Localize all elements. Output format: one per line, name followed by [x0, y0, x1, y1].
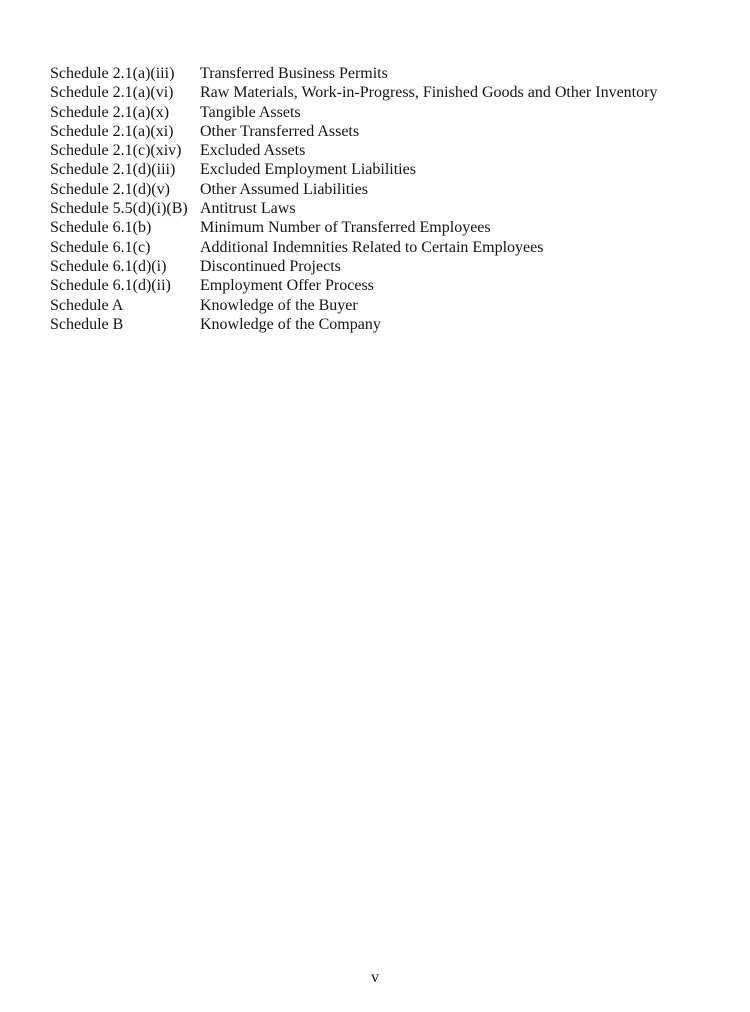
schedule-row: [50, 199, 710, 218]
schedule-title: Additional Indemnities Related to Certain Employees: [200, 238, 544, 256]
schedule-row: [50, 296, 710, 315]
schedule-title: Minimum Number of Transferred Employees: [200, 219, 491, 237]
schedule-title: Raw Materials, Work-in-Progress, Finished Goods and Other Inventory: [200, 84, 658, 102]
schedule-row: [50, 122, 710, 141]
schedule-label: Schedule 6.1(c): [50, 238, 151, 256]
schedule-label: Schedule 2.1(d)(v): [50, 180, 170, 198]
schedule-row: [50, 83, 710, 102]
schedule-title: Employment Offer Process: [200, 277, 374, 295]
schedule-row: [50, 64, 710, 83]
schedule-label: Schedule 2.1(a)(iii): [50, 65, 175, 82]
schedule-row: [50, 180, 710, 199]
schedule-label: Schedule 2.1(a)(vi): [50, 84, 174, 102]
schedule-row: [50, 257, 710, 276]
schedule-title: Excluded Employment Liabilities: [200, 161, 416, 179]
schedule-label: Schedule 6.1(d)(i): [50, 257, 167, 275]
schedule-title: Transferred Business Permits: [200, 65, 388, 82]
schedule-list: [50, 64, 710, 334]
schedule-row: [50, 315, 710, 334]
page-number: v: [371, 969, 379, 986]
schedule-row: [50, 276, 710, 295]
schedule-title: Tangible Assets: [200, 103, 301, 121]
schedule-title: Other Assumed Liabilities: [200, 180, 368, 198]
schedule-row: [50, 160, 710, 179]
schedule-label: Schedule 2.1(d)(iii): [50, 161, 176, 179]
schedule-title: Other Transferred Assets: [200, 122, 360, 140]
schedule-label: Schedule 2.1(a)(x): [50, 103, 170, 121]
schedule-title: Knowledge of the Buyer: [200, 296, 358, 314]
schedule-label: Schedule 5.5(d)(i)(B): [50, 200, 188, 218]
schedule-title: Antitrust Laws: [200, 200, 296, 218]
schedule-row: [50, 238, 710, 257]
schedule-label: Schedule 6.1(b): [50, 219, 152, 237]
schedule-row: [50, 218, 710, 237]
schedule-label: Schedule 6.1(d)(ii): [50, 277, 171, 295]
schedule-row: [50, 103, 710, 122]
schedule-title: Excluded Assets: [200, 142, 306, 160]
schedule-title: Knowledge of the Company: [200, 315, 381, 333]
schedule-label: Schedule 2.1(a)(xi): [50, 122, 174, 140]
schedule-label: Schedule 2.1(c)(xiv): [50, 142, 182, 160]
schedule-label: Schedule B: [50, 315, 124, 333]
schedule-title: Discontinued Projects: [200, 257, 341, 275]
schedule-label: Schedule A: [50, 296, 124, 314]
schedule-row: [50, 141, 710, 160]
